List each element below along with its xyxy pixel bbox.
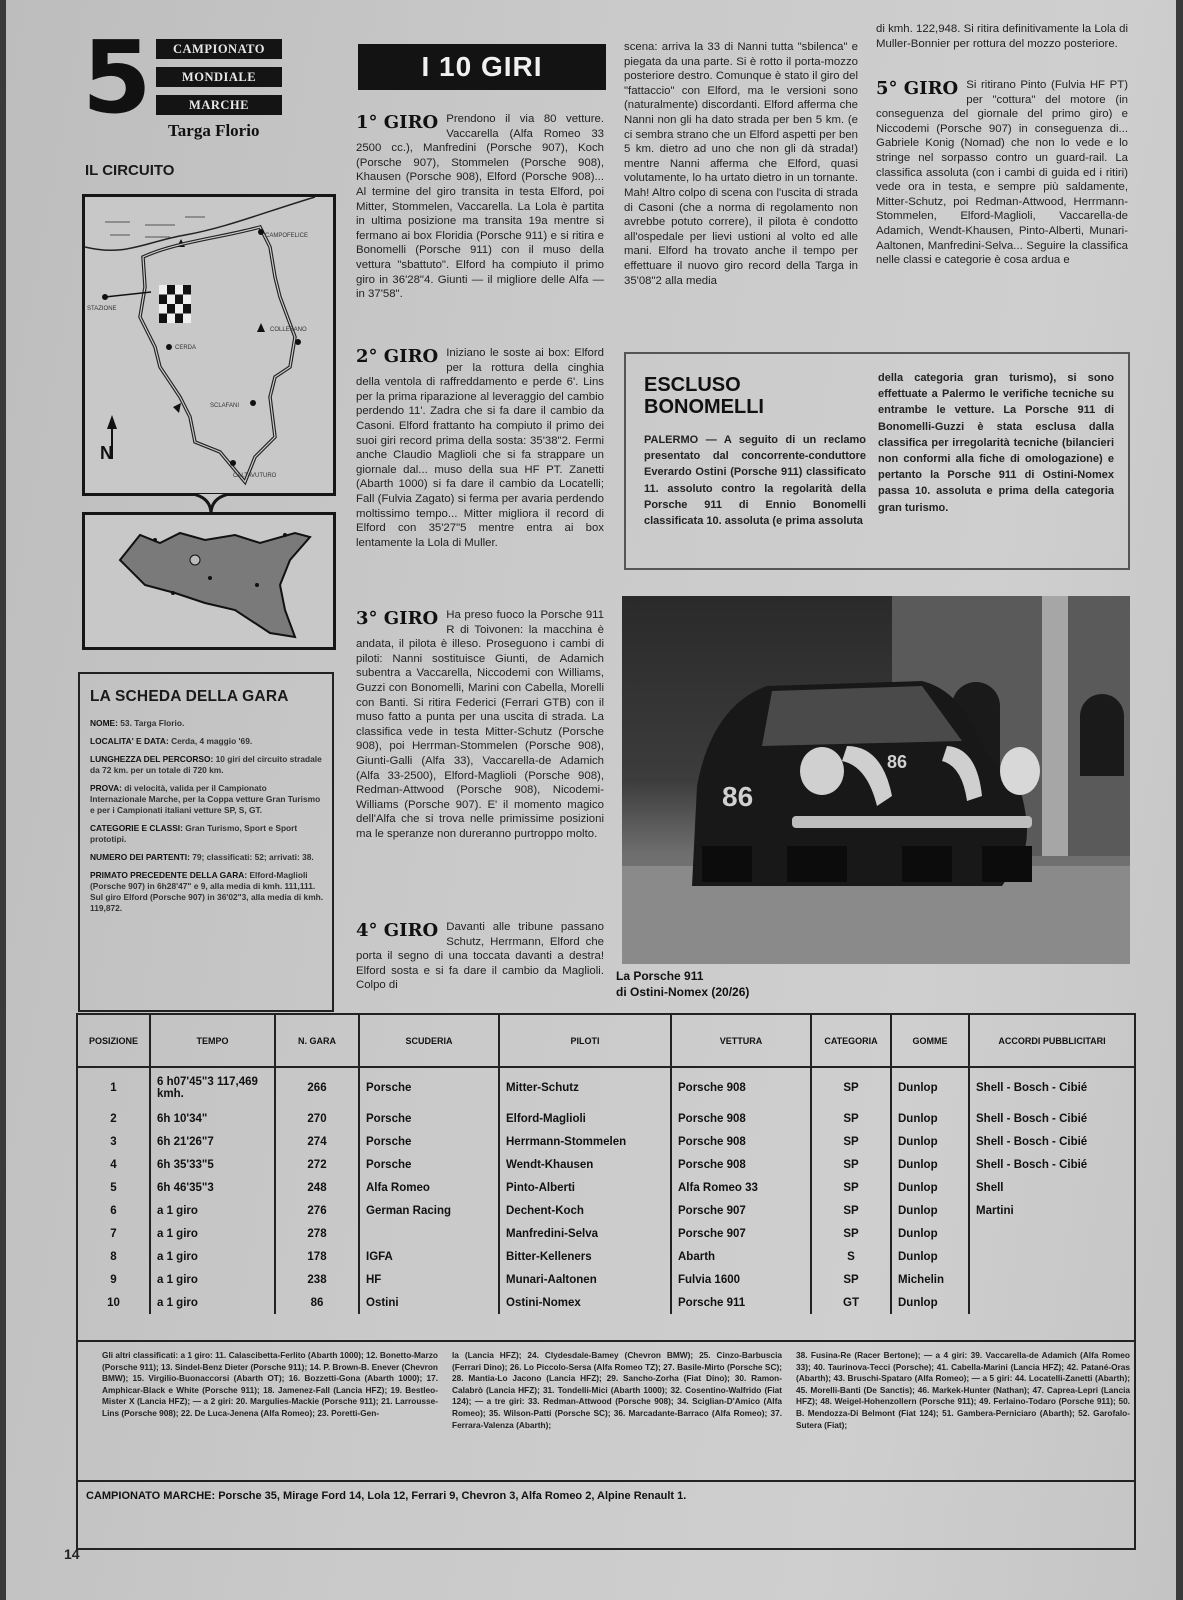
article-title: I 10 GIRI [358, 44, 606, 90]
championship-standings: CAMPIONATO MARCHE: Porsche 35, Mirage Ford 14, Lola 12, Ferrari 9, Chevron 3, Alfa Romeo 2, Alpine Renault 1. [86, 1490, 687, 1502]
header-bar-marche: MARCHE [156, 95, 282, 115]
north-arrow-icon [100, 415, 117, 463]
photo-caption: La Porsche 911 di Ostini-Nomex (20/26) [616, 969, 750, 999]
other-classified-col3: 38. Fusina-Re (Racer Bertone); — a 4 giri: 39. Vaccarella-de Adamich (Alfa Romeo 33); 40. Taurinova-Tecci (Porsche); 41. Cabella-Marini (Lancia HFZ); 42. Patané-Oras (Abarth); 43. Bruschi-Spataro (Alfa Romeo); — a 5 giri: 44. Locatelli-Zanetti (Abarth); 45. Morelli-Banti (De Sanctis); 46. Markek-Hunter (Nathan); 47. Caprea-Lepri (Lancia HFZ); 48. Weigel-Hohenzollern (Porsche 911); 49. Ferlaino-Todaro (Porsche 911); 50. B. Mendozza-Di Belmont (Fiat 124); 51. Gambera-Perniciaro (Abarth); 52. Garofalo-Sutera (Fiat); [796, 1350, 1130, 1430]
col-header: CATEGORIA [811, 1015, 891, 1067]
col-header: N. GARA [275, 1015, 359, 1067]
giro-5: 5° GIRO Si ritirano Pinto (Fulvia HF PT) per "cottura" del motore (in conseguenza del giornale del primo giro) e Niccodemi (Porsche 907) in conseguenza di... Gabriele Konig (Nomad) che non lo vede e lo stringe nel sorpasso contro un guard-rail. La classifica assoluta (con i cambi di guida ed i ritiri) vede ora in testa, e sempre più saldamente, Mitter-Schutz, poi Redman-Attwood, Herrmann-Stommelen, Elford-Maglioli, Vaccarella-de Adamich, Wendt-Khausen, Pinto-Alberti, Munari-Aaltonen, Manfredini-Selva... Seguire la classifica nelle classi e categorie è cosa ardua e [876, 78, 1128, 267]
giro-heading: 1° GIRO [356, 112, 439, 133]
col-header: VETTURA [671, 1015, 811, 1067]
section-label-circuito: IL CIRCUITO [85, 162, 175, 179]
col-header: POSIZIONE [78, 1015, 150, 1067]
table-row: 2 6h 10'34" 270 Porsche Elford-Maglioli Porsche 908 SP Dunlop Shell - Bosch - Cibié [78, 1107, 1134, 1130]
table-row: 3 6h 21'26"7 274 Porsche Herrmann-Stommelen Porsche 908 SP Dunlop Shell - Bosch - Cibié [78, 1130, 1134, 1153]
table-row: 9 a 1 giro 238 HF Munari-Aaltonen Fulvia 1600 SP Michelin [78, 1268, 1134, 1291]
porsche-911-photo [622, 596, 1130, 964]
header-bar-mondiale: MONDIALE [156, 67, 282, 87]
race-info-item: LUNGHEZZA DEL PERCORSO: 10 giri del circuito stradale da 72 km. per un totale di 720 km. [90, 754, 322, 775]
race-info-item: NOME: 53. Targa Florio. [90, 718, 185, 728]
svg-text:N: N [100, 443, 113, 463]
table-separator [76, 1340, 1136, 1342]
race-info-item: NUMERO DEI PARTENTI: 79; classificati: 52; arrivati: 38. [90, 852, 314, 862]
col-header: ACCORDI PUBBLICITARI [969, 1015, 1134, 1067]
svg-text:86: 86 [887, 752, 908, 772]
svg-text:STAZIONE: STAZIONE [87, 306, 117, 312]
race-info-title: LA SCHEDA DELLA GARA [90, 688, 289, 705]
giro-2: 2° GIRO Iniziano le soste ai box: Elford per la rottura della cinghia della ventola di raffreddamento e perde 6'. Lins per la prima riparazione al leveraggio del cambio perdendo 11'. Zadra che si fa dare il cambio da Casoni. Elford frattanto ha compiuto il primo dei suoi giri record prima della sosta: 35'38"2. Fermi anche Claudio Maglioli che si fa strappare un giornale dal... muso della sua HF PT. Zanetti (Abarth 1000) si fa dare il cambio da Locatelli; Fall (Fulvia Zagato) si ferma per avaria perdendo moltissimo tempo... Mitter migliora il record di Elford con 35'27"5 mentre entra ai box lentamente la Lola di Muller. [356, 346, 604, 549]
sidebox-title-2: BONOMELLI [644, 396, 764, 418]
col-header: SCUDERIA [359, 1015, 499, 1067]
escluso-bonomelli-box [624, 352, 1130, 570]
col-header: GOMME [891, 1015, 969, 1067]
campionato-separator [76, 1480, 1136, 1482]
giro-heading: 2° GIRO [356, 346, 439, 367]
table-row: 10 a 1 giro 86 Ostini Ostini-Nomex Porsche 911 GT Dunlop [78, 1291, 1134, 1314]
sidebox-text-col1: PALERMO — A seguito di un reclamo presentato dal concorrente-conduttore Everardo Ostini (Porsche 911) classificato 11. assoluto contro la regolarità della Porsche 911 di Ennio Bonomelli classificata 10. assoluta (e prima assoluta [644, 434, 866, 528]
results-table [78, 1015, 1134, 1314]
table-row: 4 6h 35'33"5 272 Porsche Wendt-Khausen Porsche 908 SP Dunlop Shell - Bosch - Cibié [78, 1153, 1134, 1176]
map-label: CAMPOFELICE [265, 233, 309, 239]
giro-heading: 5° GIRO [876, 78, 959, 99]
giro-4: 4° GIRO Davanti alle tribune passano Schutz, Herrmann, Elford che porta il segno di una toccata davanti a destra! Elford sosta e si fa dare il cambio da Maglioli. Colpo di [356, 920, 604, 992]
table-row: 7 a 1 giro 278 Manfredini-Selva Porsche 907 SP Dunlop [78, 1222, 1134, 1245]
svg-text:COLLESANO: COLLESANO [270, 327, 307, 333]
page-number: 14 [64, 1546, 80, 1562]
race-info-item: LOCALITA' E DATA: Cerda, 4 maggio '69. [90, 736, 253, 746]
other-classified-col2: la (Lancia HFZ); 24. Clydesdale-Bamey (Chevron BMW); 25. Cinzo-Barbuscia (Ferrari Dino); 26. Lo Piccolo-Sersa (Alfa Romeo TZ); 27. Basile-Mirto (Porsche SC); 28. Mantia-Lo Jacono (Lancia HFZ); 29. Sancho-Zorha (Fiat Dino); 30. Ramon-Calabrò (Lancia HFZ); 31. Tondelli-Mici (Abarth 1000); 32. Cosentino-Walfrido (Fiat 124); — a tre giri: 33. Redman-Attwood (Porsche 908); 34. Sciglian-D'Amico (Alfa Romeo); 35. Wilson-Patti (Porsche SC); 36. Marcadante-Barraco (Alfa Romeo); 37. Ferrara-Valenza (Abarth); [452, 1350, 782, 1430]
giro-heading: 3° GIRO [356, 608, 439, 629]
giro-heading: 4° GIRO [356, 920, 439, 941]
header-bar-campionato: CAMPIONATO [156, 39, 282, 59]
giro-1: 1° GIRO Prendono il via 80 vetture. Vaccarella (Alfa Romeo 33 2500 cc.), Manfredini (Porsche 907), Koch (Porsche 907), Stommelen (Porsche 908), Khausen (Porsche 908), Elford (Porsche 908)... Al termine del giro transita in testa Elford, poi Mitter, Stommelen, Vaccarella. La Lola è partita in ultima posizione ma transita 19a mentre si fermano ai box Floridia (Porsche 911) e si ritira e Bonomelli (Porsche 911) con il muso della vettura "sbattuto". Elford ha compiuto il primo giro in 36'28"4. Giunti — il migliore delle Alfa — in 37'58". [356, 112, 604, 301]
table-row: 8 a 1 giro 178 IGFA Bitter-Kelleners Abarth S Dunlop [78, 1245, 1134, 1268]
magazine-page [6, 0, 1176, 1600]
svg-text:SCLAFANI: SCLAFANI [210, 403, 240, 409]
sicily-map-drawing [85, 515, 333, 647]
sidebox-text-col2: della categoria gran turismo), si sono effettuate a Palermo le verifiche tecniche su entrambe le vetture. La Porsche 911 di Bonomelli-Guzzi è stata esclusa dalla classifica per irregolarità tecniche (bilancieri non conformi alla fiche di omologazione) e pertanto la Porsche 911 di Ostini-Nomex passa 10. assoluta e prima della categoria gran turismo. [878, 372, 1114, 514]
race-name: Targa Florio [168, 121, 260, 140]
sicily-map [82, 512, 336, 650]
chapter-number: 5 [82, 19, 152, 136]
giro-4-continued: scena: arriva la 33 di Nanni tutta "sbilenca" e piegata da una parte. Si è rotto il porta-mozzo posteriore destro. Comunque è stato il giro del "fattaccio" con Elford, ma le versioni sono (naturalmente) discordanti. Elford afferma che Nanni non gli ha dato strada per ben 5 km. (e ci sembra strano che un Elford aspetti per ben 5 km. dietro ad uno che non gli dà strada!) mentre Nanni afferma che Elford, quasi volutamente, lo ha urtato dietro in un tornante. Mah! Altro colpo di scena con l'uscita di strada di Casoni (che a norma di regolamento non avrebbe potuto correre), il pilota è condotto all'ospedale per lievi ustioni al volto ed alle mani. Elford ha trovato anche il tempo per effettuare il nuovo giro record della Targa in 35'08"2 alla media [624, 41, 858, 287]
giro-4-end: di kmh. 122,948. Si ritira definitivamente la Lola di Muller-Bonnier per rottura del mozzo posteriore. [876, 23, 1128, 50]
sidebox-title-1: ESCLUSO [644, 374, 741, 396]
table-header-row [78, 1015, 1134, 1067]
table-row: 1 6 h07'45"3 117,469 kmh. 266 Porsche Mitter-Schutz Porsche 908 SP Dunlop Shell - Bosch - Cibié [78, 1067, 1134, 1107]
race-info-item: PROVA: di velocità, valida per il Campionato Internazionale Marche, per la Coppa vetture Gran Turismo e per i Campionati italiani vetture SP, S, GT. [90, 783, 321, 815]
col-header: TEMPO [150, 1015, 275, 1067]
race-info-item: PRIMATO PRECEDENTE DELLA GARA: Elford-Maglioli (Porsche 907) in 6h28'47" e 9, alla media di kmh. 111,111. Sul giro Elford (Porsche 907) in 36'02"3, alla media di kmh. 119,872. [90, 870, 324, 913]
circuit-map [82, 194, 336, 496]
table-row: 5 6h 46'35"3 248 Alfa Romeo Pinto-Alberti Alfa Romeo 33 SP Dunlop Shell [78, 1176, 1134, 1199]
photo-illustration [622, 596, 1130, 964]
table-row: 6 a 1 giro 276 German Racing Dechent-Koch Porsche 907 SP Dunlop Martini [78, 1199, 1134, 1222]
race-info-item: CATEGORIE E CLASSI: Gran Turismo, Sport e Sport prototipi. [90, 823, 298, 844]
other-classified-col1: Gli altri classificati: a 1 giro: 11. Calascibetta-Ferlito (Abarth 1000); 12. Bonetto-Marzo (Porsche 911); 13. Sindel-Benz Dieter (Porsche 911); 14. P. Brown-B. Enever (Chevron BMW); 15. Virgilio-Buonaccorsi (Abarth OT); 16. Bozzetti-Gona (Abarth 1000); 17. Amphicar-Black e White (Porsche 911); 18. Jamenez-Fall (Lancia HFZ); 19. Bestleo-Mister X (Lancia HFZ); — a 2 giri: 20. Margulies-Mackie (Porsche 911); 21. Larrousse-Lins (Porsche 908); 22. De Luca-Jenena (Alfa Romeo); 23. Poretti-Gen- [102, 1350, 438, 1418]
giro-3: 3° GIRO Ha preso fuoco la Porsche 911 R di Toivonen: la macchina è andata, il pilota è illeso. Proseguono i cambi di piloti: Nanni sostituisce Giunti, de Adamich subentra a Vaccarella, Niccodemi con Williams, Guzzi con Bonomelli, Marini con Cabella, Morelli con Banti. Si ritira Federici (Ferrari GTB) con il muso fatto a punta per una uscita di strada. La classifica vede in testa Mitter-Schutz (Porsche 908), poi Herrman-Stommelen (Porsche 908), Giunti-Galli (Alfa 33), Vaccarella-de Adamich (Alfa 33-2500), Elford-Maglioli (Porsche 908), Redman-Attwood (Porsche 908), Nicodemi-Williams (Porsche 907). E' il momento magico dell'Alfa che si trova nelle primissime posizioni ma le speranze non dureranno purtroppo molto. [356, 608, 604, 840]
col-header: PILOTI [499, 1015, 671, 1067]
race-info-box [78, 672, 334, 1012]
circuit-map-drawing [85, 197, 333, 493]
car-number: 86 [722, 781, 754, 812]
checkered-flag-icon [159, 285, 191, 323]
svg-text:CERDA: CERDA [175, 345, 197, 351]
svg-text:CALTAVUTURO: CALTAVUTURO [233, 473, 277, 479]
